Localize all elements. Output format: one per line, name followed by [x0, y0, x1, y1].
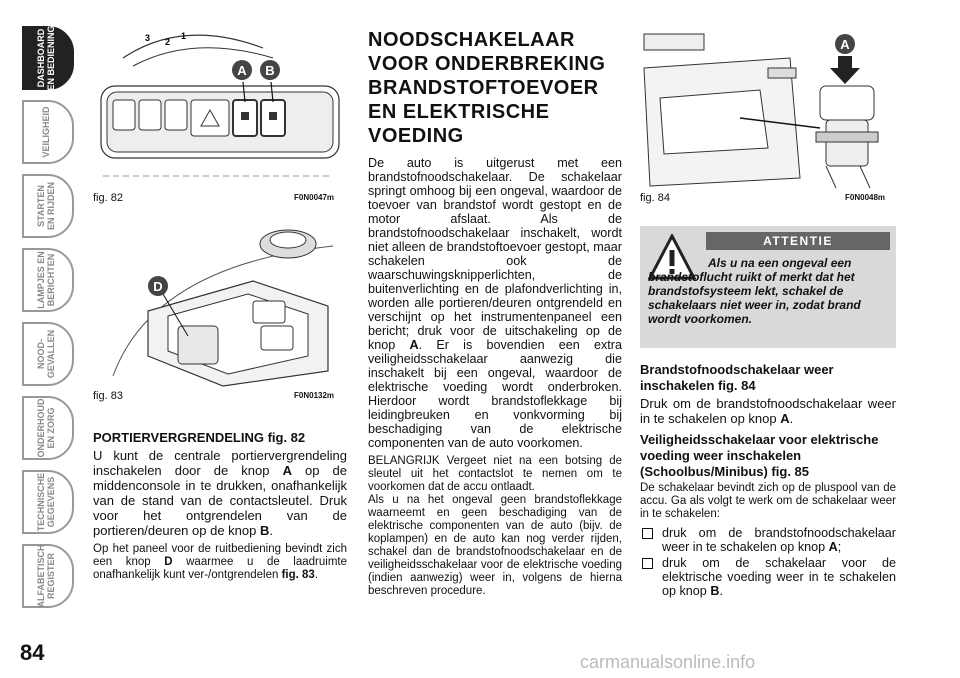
- checkbox-bullet-icon: [642, 528, 653, 539]
- callout-label-a: A: [237, 63, 247, 78]
- column-1: [93, 430, 347, 587]
- tab-register[interactable]: ALFABETISCH REGISTER: [2, 540, 78, 612]
- tab-technische[interactable]: TECHNISCHE GEGEVENS: [2, 466, 78, 538]
- paragraph: De schakelaar bevindt zich op de pluspool van de accu. Ga als volgt te werk om de schakelaar weer in te schakelen:: [640, 482, 896, 520]
- door-panel-switches-illustration: [93, 226, 347, 388]
- figure-code: F0N0048m: [845, 193, 886, 202]
- callout-label-b: B: [265, 63, 275, 78]
- fuel-switch-illustration: [640, 28, 896, 190]
- dial-number: 2: [165, 37, 171, 47]
- paragraph: Op het paneel voor de ruitbediening bevindt zich een knop D waarmee u de laadruimte onafhankelijk kunt ver-/ontgrendelen fig. 83.: [93, 543, 347, 581]
- subheading: Brandstofnoodschakelaar weer inschakelen fig. 84: [640, 362, 834, 393]
- column-2: [368, 28, 622, 603]
- page-number: 84: [20, 640, 45, 665]
- warning-box: [640, 226, 896, 348]
- figure-caption: fig. 82: [93, 192, 123, 204]
- figure-code: F0N0047m: [294, 193, 335, 202]
- subheading: Veiligheidsschakelaar voor elektrische voeding weer inschakelen (Schoolbus/Minibus) fig. 85: [640, 432, 879, 479]
- figure-82: [93, 28, 347, 190]
- warning-title: ATTENTIE: [706, 232, 890, 250]
- figure-caption: fig. 83: [93, 390, 123, 402]
- console-switches-illustration: [93, 28, 347, 190]
- paragraph: Druk om de brandstofnoodschakelaar weer in te schakelen op knop A.: [640, 396, 896, 426]
- figure-code: F0N0132m: [294, 391, 335, 400]
- figure-84: [640, 28, 896, 190]
- list-item: druk om de schakelaar voor de elektrische voeding weer in te schakelen op knop B.: [640, 556, 896, 598]
- paragraph: Als u na het ongeval geen brandstoflekkage waarneemt en geen beschadiging van de elektrische componenten van de auto (bijv. de koplampen) en de auto kan nog verder rijden, schakel dan de brandstofnoodschakelaar en de veiligheidsschakelaar voor de elektrische voeding (indien aanwezig) weer in, volgens de hierna beschreven procedure.: [368, 494, 622, 597]
- tab-noodgevallen[interactable]: NOOD- GEVALLEN: [2, 318, 78, 390]
- figure-caption: fig. 84: [640, 192, 670, 204]
- watermark: carmanualsonline.info: [580, 652, 756, 672]
- dial-number: 1: [181, 31, 187, 41]
- heading-text: PORTIERVERGRENDELING: [93, 430, 264, 445]
- list-item: druk om de brandstofnoodschakelaar weer in te schakelen op knop A;: [640, 526, 896, 554]
- instruction-list: [640, 526, 896, 598]
- section-heading: [93, 430, 347, 446]
- column-3: [640, 356, 896, 600]
- tab-veiligheid[interactable]: VEILIGHEID: [2, 96, 78, 168]
- warning-text: Als u na een ongeval een brandstoflucht ruikt of merkt dat het brandstofsysteem lekt, schakel de schakelaars niet weer in, zodat brand wordt voorkomen.: [648, 256, 861, 326]
- figure-83: [93, 226, 347, 388]
- important-note: BELANGRIJK Vergeet niet na een botsing de sleutel uit het contactslot te nemen om te voorkomen dat de accu ontlaadt.: [368, 455, 622, 493]
- tab-starten[interactable]: STARTEN EN RIJDEN: [2, 170, 78, 242]
- callout-label-d: D: [153, 279, 163, 294]
- callout-label-a: A: [840, 37, 850, 52]
- tab-onderhoud[interactable]: ONDERHOUD EN ZORG: [2, 392, 78, 464]
- dial-number: 3: [145, 33, 151, 43]
- checkbox-bullet-icon: [642, 558, 653, 569]
- paragraph: U kunt de centrale portiervergrendeling inschakelen door de knop A op de middenconsole in te drukken, onafhankelijk van de stand van de contactsleutel. Druk voor het ontgrendelen van de portieren/deuren op de knop B.: [93, 448, 347, 538]
- paragraph: De auto is uitgerust met een brandstofnoodschakelaar. De schakelaar springt omhoog bij een ongeval, waardoor de toevoer van brandstof wordt gestopt en de motor afslaat. Als de brandstofnoodschakelaar inschakelt, wordt niet alleen de brandstoftoevoer gestopt, maar schakelen ook de waarschuwingsknipperlichten, de buitenverlichting en de plafondverlichting in, worden alle portieren/deuren ontgrendeld en verschijnt op het instrumentenpaneel een bericht; druk voor de uitschakeling op de knop A. Er is bovendien een extra veiligheidsschakelaar aanwezig die inschakelt bij een ongeval, waardoor de elektrische voeding wordt onderbroken. Hierdoor wordt brandstoflekkage bij leidingbreuken en vonkvorming bij beschadiging van de elektrische componenten van de auto voorkomen.: [368, 156, 622, 450]
- tab-lampjes[interactable]: LAMPJES EN BERICHTEN: [2, 244, 78, 316]
- heading-figure-ref: fig. 82: [267, 430, 306, 445]
- section-title: NOODSCHAKELAAR VOOR ONDERBREKING BRANDSTOFTOEVOER EN ELEKTRISCHE VOEDING: [368, 29, 606, 147]
- tab-dashboard[interactable]: DASHBOARD EN BEDIENING: [2, 22, 78, 94]
